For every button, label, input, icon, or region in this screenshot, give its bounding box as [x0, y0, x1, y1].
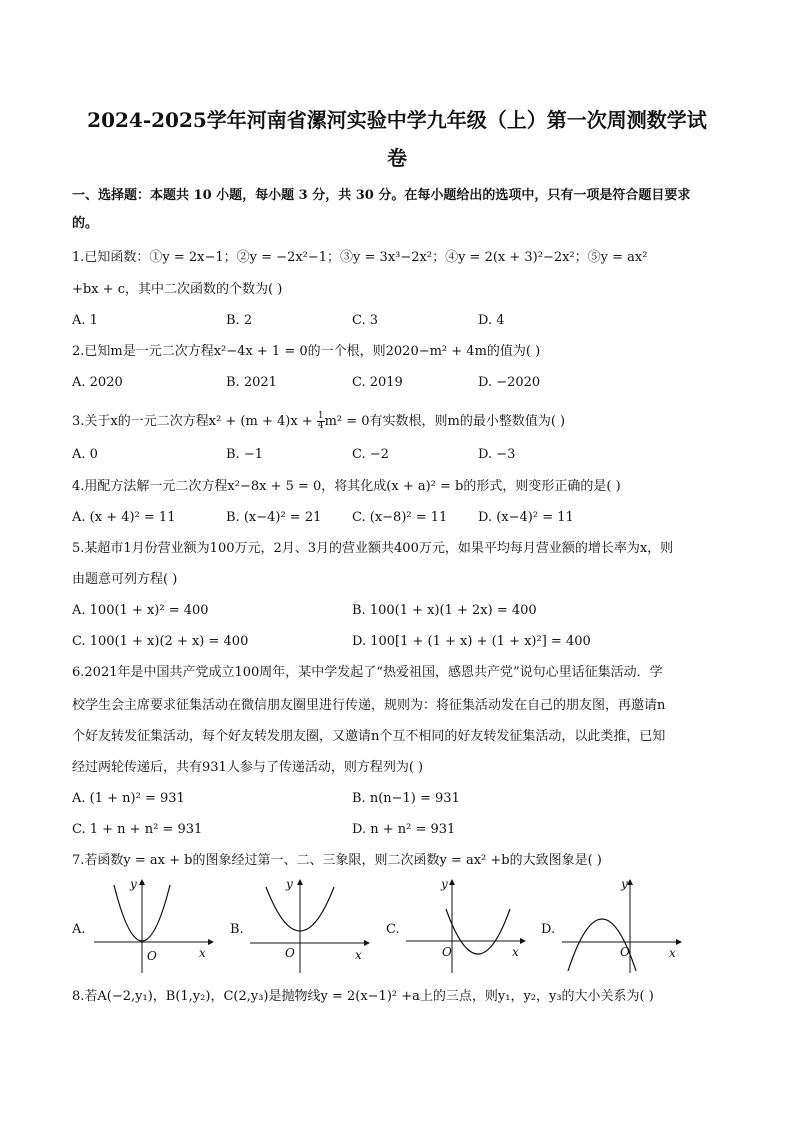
question-5-option-a: A. 100(1 + x)² = 400: [72, 603, 209, 618]
graph-c-y-label: y: [441, 877, 448, 891]
question-4-option-b: B. (x−4)² = 21: [226, 510, 322, 525]
question-3-stem: [72, 412, 722, 431]
question-5-stem: 5.某超市1月份营业额为100万元，2月、3月的营业额共400万元，如果平均每月营业额的增长率为x，则: [72, 541, 674, 556]
question-1-stem: 1.已知函数：①y = 2x−1；②y = −2x²−1；③y = 3x³−2x²；④y = 2(x + 3)²−2x²；⑤y = ax²: [72, 250, 648, 265]
question-6-stem-cont-2: 个好友转发征集活动，每个好友转发朋友圈，又邀请n个互不相同的好友转发征集活动，以此类推，已知: [72, 729, 666, 744]
question-2-stem: 2.已知m是一元二次方程x²−4x + 1 = 0的一个根，则2020−m² + 4m的值为( ): [72, 344, 541, 359]
question-1-option-b: B. 2: [226, 313, 253, 328]
question-4-option-a: A. (x + 4)² = 11: [72, 510, 176, 525]
graph-d-y-label: y: [621, 877, 628, 891]
question-3-option-a: A. 0: [72, 447, 98, 462]
section-instruction-line-1: 一、选择题：本题共 10 小题，每小题 3 分，共 30 分。在每小题给出的选项中，只有一项是符合题目要求: [72, 188, 691, 203]
question-2-option-c: C. 2019: [352, 375, 403, 390]
question-5-option-b: B. 100(1 + x)(1 + 2x) = 400: [352, 603, 537, 618]
question-2-option-d: D. −2020: [478, 375, 541, 390]
question-4-option-d: D. (x−4)² = 11: [478, 510, 574, 525]
question-8-stem: 8.若A(−2,y₁)，B(1,y₂)，C(2,y₃)是抛物线y = 2(x−1)² +a上的三点，则y₁，y₂，y₃的大小关系为( ): [72, 989, 654, 1004]
question-1-stem-cont: +bx + c，其中二次函数的个数为( ): [72, 282, 283, 297]
question-6-option-c: C. 1 + n + n² = 931: [72, 822, 203, 837]
question-7-option-b-label: B.: [230, 922, 244, 937]
question-7-option-a-label: A.: [72, 922, 86, 937]
graph-d-origin-label: O: [620, 945, 630, 959]
question-3-stem-suffix: m² = 0有实数根，则m的最小整数值为( ): [324, 414, 566, 429]
question-6-option-b: B. n(n−1) = 931: [352, 791, 460, 806]
question-6-stem-cont-1: 校学生会主席要求征集活动在微信朋友圈里进行传递，规则为：将征集活动发在自己的朋友图，再邀请n: [72, 698, 666, 713]
question-7-stem: 7.若函数y = ax + b的图象经过第一、二、三象限，则二次函数y = ax² +b的大致图象是( ): [72, 853, 602, 868]
graph-c-x-label: x: [512, 945, 519, 959]
graph-b-x-label: x: [355, 948, 362, 962]
graph-a-origin-label: O: [147, 949, 157, 963]
graph-d-x-label: x: [669, 946, 676, 960]
graph-a-y-label: y: [130, 877, 137, 891]
question-2-option-a: A. 2020: [72, 375, 123, 390]
question-4-stem: 4.用配方法解一元二次方程x²−8x + 5 = 0，将其化成(x + a)² = b的形式，则变形正确的是( ): [72, 479, 621, 494]
question-3-fraction: [317, 412, 325, 431]
question-6-stem-cont-3: 经过两轮传递后，共有931人参与了传递活动，则方程列为( ): [72, 760, 424, 775]
question-6-stem: 6.2021年是中国共产党成立100周年，某中学发起了“热爱祖国，感恩共产党”说句心里话征集活动．学: [72, 665, 663, 680]
question-2-option-b: B. 2021: [226, 375, 277, 390]
question-7-option-d-label: D.: [541, 922, 556, 937]
question-1-option-c: C. 3: [352, 313, 379, 328]
question-1-option-d: D. 4: [478, 313, 505, 328]
question-5-option-c: C. 100(1 + x)(2 + x) = 400: [72, 634, 249, 649]
graph-c-origin-label: O: [442, 945, 452, 959]
question-3-stem-prefix: 3.关于x的一元二次方程x² + (m + 4)x +: [72, 414, 317, 429]
section-instruction-line-2: 的。: [72, 216, 99, 231]
exam-title-line-1: 2024-2025学年河南省漯河实验中学九年级（上）第一次周测数学试: [87, 108, 707, 132]
question-7-option-c-label: C.: [386, 922, 400, 937]
graph-a-x-label: x: [199, 946, 206, 960]
fraction-denominator: 4: [317, 421, 324, 431]
exam-title-line-2: 卷: [387, 146, 407, 170]
question-6-option-a: A. (1 + n)² = 931: [72, 791, 185, 806]
question-3-option-b: B. −1: [226, 447, 263, 462]
question-4-option-c: C. (x−8)² = 11: [352, 510, 448, 525]
question-7-graph-c: [402, 875, 532, 975]
graph-b-origin-label: O: [285, 946, 295, 960]
question-5-option-d: D. 100[1 + (1 + x) + (1 + x)²] = 400: [352, 634, 591, 649]
question-5-stem-cont: 由题意可列方程( ): [72, 572, 178, 587]
question-1-option-a: A. 1: [72, 313, 98, 328]
question-6-option-d: D. n + n² = 931: [352, 822, 456, 837]
fraction-numerator: 1: [317, 411, 324, 421]
question-3-option-c: C. −2: [352, 447, 389, 462]
question-3-option-d: D. −3: [478, 447, 516, 462]
graph-b-y-label: y: [286, 877, 293, 891]
